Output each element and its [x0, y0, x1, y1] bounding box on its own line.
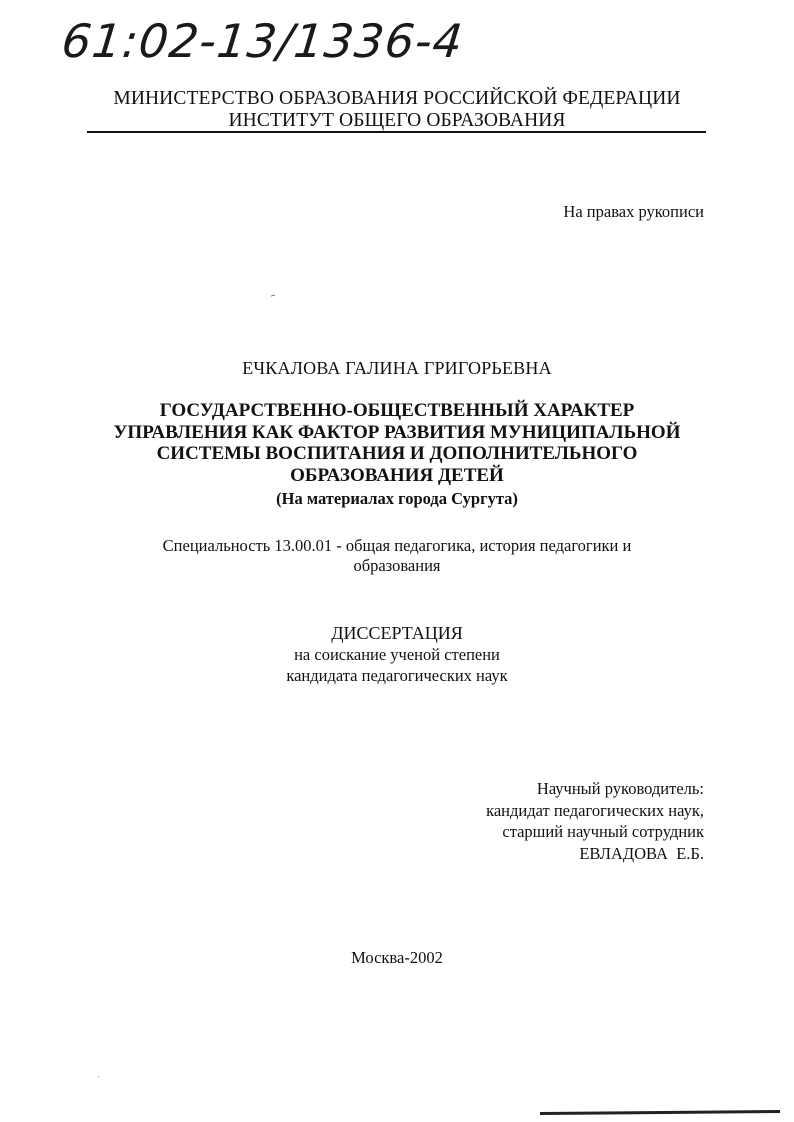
dissertation-title — [0, 400, 794, 486]
city-year: Москва-2002 — [351, 948, 443, 967]
supervisor-degree: кандидат педагогических наук, — [486, 800, 704, 820]
scan-edge-line — [540, 1110, 780, 1115]
author-name: ЕЧКАЛОВА ГАЛИНА ГРИГОРЬЕВНА — [242, 358, 552, 378]
ministry-name: МИНИСТЕРСТВО ОБРАЗОВАНИЯ РОССИЙСКОЙ ФЕДЕРАЦИИ — [113, 88, 681, 109]
title-subtitle: (На материалах города Сургута) — [276, 489, 518, 508]
dissertation-heading: ДИССЕРТАЦИЯ — [331, 623, 463, 643]
title-line: СИСТЕМЫ ВОСПИТАНИЯ И ДОПОЛНИТЕЛЬНОГО — [156, 443, 638, 464]
scan-speck — [271, 294, 275, 296]
degree-description — [0, 645, 794, 686]
supervisor-label: Научный руководитель: — [536, 779, 704, 798]
degree-line: кандидата педагогических наук — [286, 665, 508, 685]
specialty-line: образования — [353, 556, 441, 575]
degree-line: на соискание ученой степени — [294, 645, 500, 664]
title-line: УПРАВЛЕНИЯ КАК ФАКТОР РАЗВИТИЯ МУНИЦИПАЛЬНОЙ — [113, 421, 681, 443]
institute-name: ИНСТИТУТ ОБЩЕГО ОБРАЗОВАНИЯ — [228, 110, 566, 131]
specialty — [0, 536, 794, 576]
supervisor-name: ЕВЛАДОВА Е.Б. — [579, 843, 704, 863]
supervisor-block — [486, 778, 704, 864]
ministry-header — [0, 88, 794, 132]
handwritten-archive-code: 61:02-13/1336-4 — [59, 14, 466, 68]
title-line: ГОСУДАРСТВЕННО-ОБЩЕСТВЕННЫЙ ХАРАКТЕР — [159, 400, 635, 421]
title-line: ОБРАЗОВАНИЯ ДЕТЕЙ — [290, 464, 504, 486]
scan-speck — [98, 1076, 99, 1077]
header-divider — [87, 131, 706, 133]
supervisor-position: старший научный сотрудник — [502, 822, 704, 841]
manuscript-note: На правах рукописи — [563, 202, 704, 221]
specialty-line: Специальность 13.00.01 - общая педагогика, история педагогики и — [162, 536, 632, 555]
